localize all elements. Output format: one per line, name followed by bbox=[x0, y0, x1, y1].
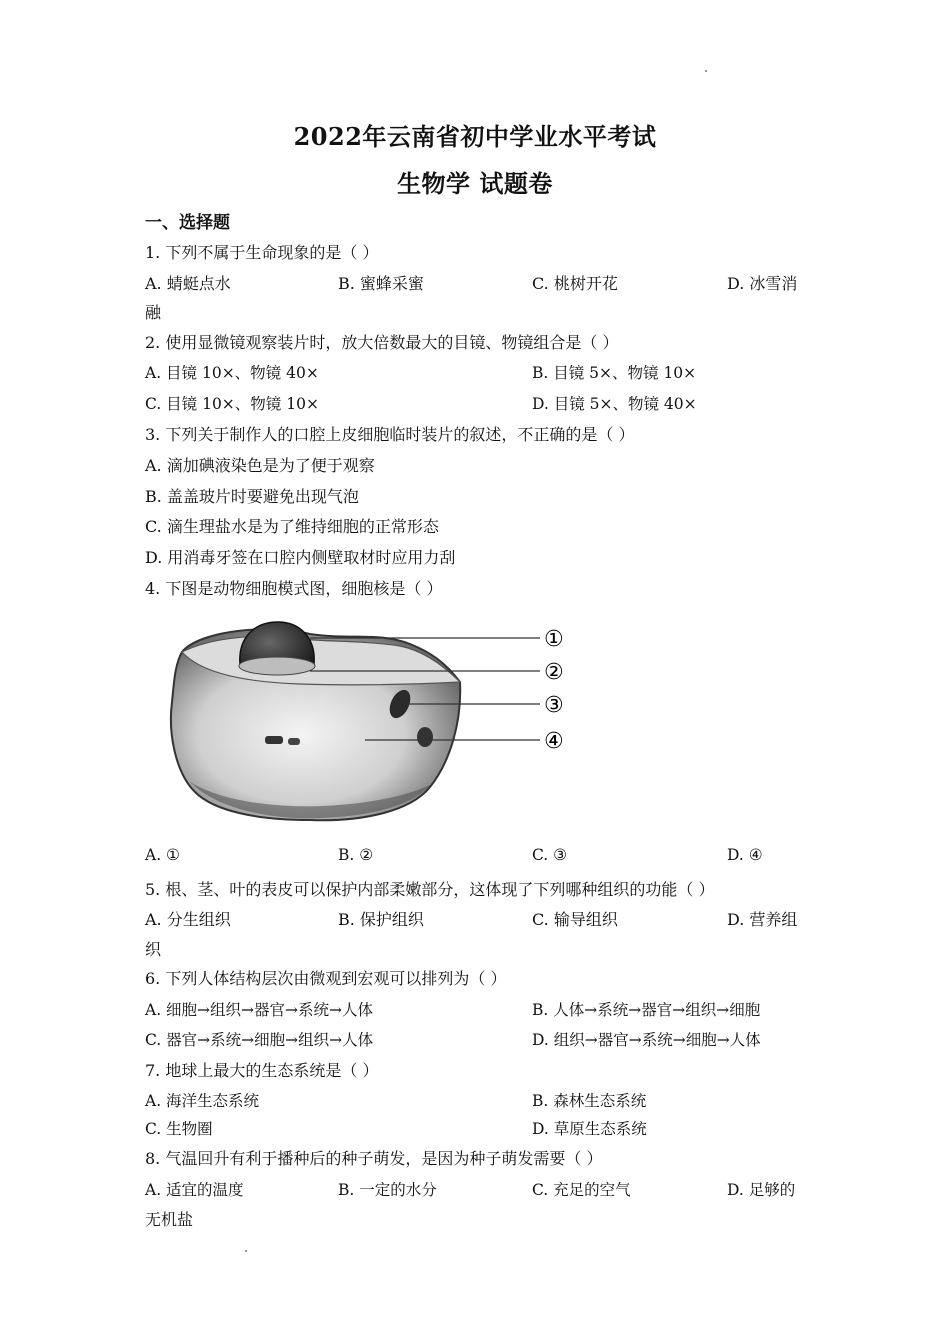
question-4-option-a[interactable]: A. ① bbox=[145, 846, 180, 864]
animal-cell-diagram bbox=[160, 612, 580, 837]
question-5-option-a[interactable]: A. 分生组织 bbox=[145, 910, 231, 929]
question-4-option-d[interactable]: D. ④ bbox=[727, 846, 763, 864]
question-8-option-d[interactable]: D. 足够的 bbox=[727, 1181, 796, 1199]
question-7-option-c[interactable]: C. 生物圈 bbox=[145, 1120, 213, 1138]
exam-subtitle: 生物学 试题卷 bbox=[397, 169, 553, 198]
question-5-option-c[interactable]: C. 输导组织 bbox=[532, 910, 618, 929]
question-3-option-a[interactable]: A. 滴加碘液染色是为了便于观察 bbox=[145, 456, 375, 475]
question-3-stem: 3. 下列关于制作人的口腔上皮细胞临时装片的叙述，不正确的是（ ） bbox=[145, 425, 635, 444]
question-5-option-d[interactable]: D. 营养组 bbox=[727, 910, 798, 929]
question-7-stem: 7. 地球上最大的生态系统是（ ） bbox=[145, 1061, 379, 1080]
figure-label-2: ② bbox=[544, 660, 564, 685]
question-8-stem: 8. 气温回升有利于播种后的种子萌发，是因为种子萌发需要（ ） bbox=[145, 1149, 603, 1168]
organelle-small-1 bbox=[265, 736, 283, 744]
question-1-option-d[interactable]: D. 冰雪消 bbox=[727, 274, 798, 293]
question-7-option-d[interactable]: D. 草原生态系统 bbox=[532, 1120, 647, 1138]
question-6-option-c[interactable]: C. 器官→系统→细胞→组织→人体 bbox=[145, 1031, 374, 1049]
question-7-option-b[interactable]: B. 森林生态系统 bbox=[532, 1092, 647, 1110]
question-2-stem: 2. 使用显微镜观察装片时，放大倍数最大的目镜、物镜组合是（ ） bbox=[145, 333, 619, 352]
question-5-stem: 5. 根、茎、叶的表皮可以保护内部柔嫩部分，这体现了下列哪种组织的功能（ ） bbox=[145, 880, 715, 899]
question-8-option-d-wrap: 无机盐 bbox=[145, 1210, 194, 1229]
vacuole-shape bbox=[417, 727, 433, 747]
question-3-option-c[interactable]: C. 滴生理盐水是为了维持细胞的正常形态 bbox=[145, 517, 439, 536]
question-6-option-a[interactable]: A. 细胞→组织→器官→系统→人体 bbox=[145, 1001, 373, 1019]
question-1-option-b[interactable]: B. 蜜蜂采蜜 bbox=[338, 274, 424, 293]
question-1-option-c[interactable]: C. 桃树开花 bbox=[532, 274, 618, 293]
figure-label-3: ③ bbox=[544, 693, 564, 718]
figure-label-1: ① bbox=[544, 627, 564, 652]
scan-speck bbox=[705, 70, 707, 72]
question-8-option-b[interactable]: B. 一定的水分 bbox=[338, 1181, 437, 1199]
question-2-option-c[interactable]: C. 目镜 10×、物镜 10× bbox=[145, 395, 319, 413]
question-1-stem: 1. 下列不属于生命现象的是（ ） bbox=[145, 243, 379, 262]
question-2-option-b[interactable]: B. 目镜 5×、物镜 10× bbox=[532, 364, 697, 382]
question-1-option-a[interactable]: A. 蜻蜓点水 bbox=[145, 274, 231, 293]
figure-label-4: ④ bbox=[544, 729, 564, 754]
exam-title: 2022年云南省初中学业水平考试 bbox=[293, 122, 657, 151]
question-3-option-b[interactable]: B. 盖盖玻片时要避免出现气泡 bbox=[145, 487, 359, 506]
scan-speck bbox=[245, 1250, 247, 1252]
question-3-option-d[interactable]: D. 用消毒牙签在口腔内侧壁取材时应用力刮 bbox=[145, 548, 456, 567]
question-8-option-a[interactable]: A. 适宜的温度 bbox=[145, 1181, 244, 1199]
question-8-option-c[interactable]: C. 充足的空气 bbox=[532, 1181, 631, 1199]
question-5-option-d-wrap: 织 bbox=[145, 940, 162, 959]
question-4-option-b[interactable]: B. ② bbox=[338, 846, 374, 864]
nucleus-base bbox=[239, 657, 315, 675]
question-5-option-b[interactable]: B. 保护组织 bbox=[338, 910, 424, 929]
question-1-option-d-wrap: 融 bbox=[145, 303, 162, 322]
question-2-option-a[interactable]: A. 目镜 10×、物镜 40× bbox=[145, 364, 319, 382]
organelle-small-2 bbox=[288, 738, 300, 745]
question-4-stem: 4. 下图是动物细胞模式图，细胞核是（ ） bbox=[145, 579, 443, 598]
question-6-stem: 6. 下列人体结构层次由微观到宏观可以排列为（ ） bbox=[145, 969, 507, 988]
question-4-option-c[interactable]: C. ③ bbox=[532, 846, 568, 864]
question-6-option-d[interactable]: D. 组织→器官→系统→细胞→人体 bbox=[532, 1031, 761, 1049]
question-6-option-b[interactable]: B. 人体→系统→器官→组织→细胞 bbox=[532, 1001, 761, 1019]
section-heading: 一、选择题 bbox=[145, 213, 230, 233]
question-7-option-a[interactable]: A. 海洋生态系统 bbox=[145, 1092, 260, 1110]
question-2-option-d[interactable]: D. 目镜 5×、物镜 40× bbox=[532, 395, 697, 413]
